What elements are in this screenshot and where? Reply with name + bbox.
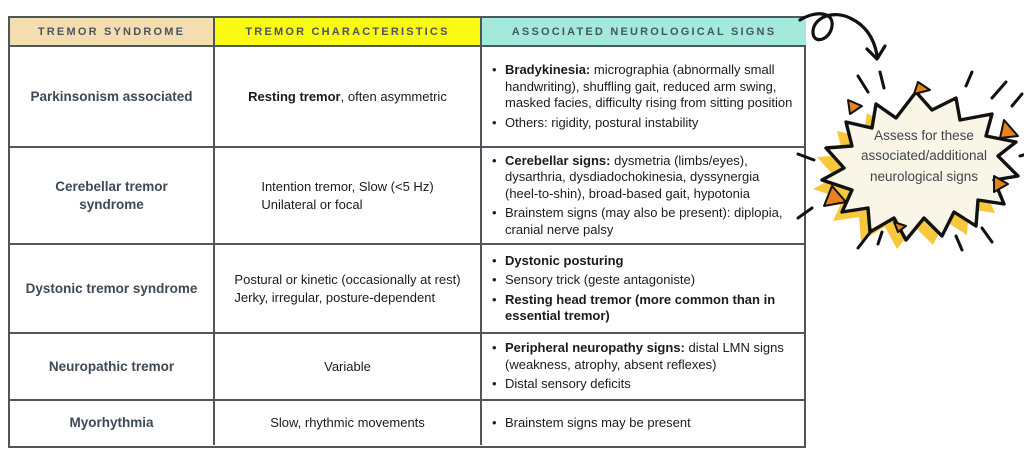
bullet-item xyxy=(492,205,796,238)
characteristics-cell xyxy=(215,148,482,243)
text-run: Brainstem signs (may also be present): diplopia, cranial nerve palsy xyxy=(505,205,783,237)
curly-arrow-icon xyxy=(794,10,900,76)
table-row xyxy=(10,245,804,334)
bullet-item xyxy=(492,292,796,325)
bullet-item xyxy=(492,340,796,373)
text-run: Others: rigidity, postural instability xyxy=(505,114,699,130)
text-run: Brainstem signs may be present xyxy=(505,414,691,430)
table-row xyxy=(10,148,804,245)
bullet-text xyxy=(505,415,796,432)
table-row xyxy=(10,401,804,445)
characteristics-text xyxy=(234,271,460,306)
text-run: Distal sensory deficits xyxy=(505,376,631,392)
bullet-icon: • xyxy=(492,272,497,287)
text-run: Unilateral or focal xyxy=(261,196,363,212)
bold-text-run: Bradykinesia: xyxy=(505,62,591,77)
bullet-item xyxy=(492,253,796,270)
characteristics-text xyxy=(270,414,425,432)
bold-text-run: Dystonic posturing xyxy=(505,252,624,268)
table-header-row xyxy=(10,18,804,47)
signs-cell xyxy=(482,47,806,146)
characteristics-cell xyxy=(215,47,482,146)
characteristics-text xyxy=(324,358,371,376)
text-run: dysmetria (limbs/eyes), dysarthria, dysdiadochokinesia, dyssynergia (heel-to-shin), broad-based gait, hypotonia xyxy=(505,152,760,201)
text-line xyxy=(234,289,460,307)
bullet-item xyxy=(492,62,796,112)
bullet-text xyxy=(505,292,796,325)
bullet-icon: • xyxy=(492,414,497,430)
syndrome-cell: Parkinsonism associated xyxy=(10,47,215,146)
column-header-associated-neurological-signs: ASSOCIATED NEUROLOGICAL SIGNS xyxy=(482,18,806,45)
signs-cell xyxy=(482,401,806,445)
bullet-item xyxy=(492,272,796,289)
bullet-text xyxy=(505,62,796,112)
bullet-text xyxy=(505,253,796,270)
signs-cell xyxy=(482,148,806,243)
bullet-icon: • xyxy=(492,340,497,356)
syndrome-cell: Myorhythmia xyxy=(10,401,215,445)
bullet-text xyxy=(505,340,796,373)
text-run: Postural or kinetic (occasionally at rest) xyxy=(234,271,461,287)
bullet-icon: • xyxy=(492,376,497,392)
text-run: micrographia (abnormally small handwriting), shuffling gait, reduced arm swing, masked facies, difficulty rising from sitting position xyxy=(505,62,793,110)
bullet-icon: • xyxy=(492,152,497,168)
bold-text-run: Cerebellar signs: xyxy=(505,152,611,168)
text-run: , often asymmetric xyxy=(340,88,447,104)
text-run: Sensory trick (geste antagoniste) xyxy=(505,272,696,287)
bold-text-run: Resting tremor xyxy=(248,88,341,104)
bullet-icon: • xyxy=(492,114,497,130)
text-run: Variable xyxy=(324,358,371,374)
text-line xyxy=(324,358,371,376)
text-line xyxy=(270,414,425,432)
bullet-icon: • xyxy=(492,291,497,307)
characteristics-cell xyxy=(215,401,482,445)
column-header-tremor-syndrome: TREMOR SYNDROME xyxy=(10,18,215,45)
text-line xyxy=(248,88,447,106)
text-run: distal LMN signs (weakness, atrophy, absent reflexes) xyxy=(505,340,784,372)
table-row xyxy=(10,334,804,401)
text-line xyxy=(261,178,433,196)
syndrome-cell: Cerebellar tremor syndrome xyxy=(10,148,215,243)
bullet-text xyxy=(505,153,796,203)
bullet-item xyxy=(492,376,796,393)
signs-cell xyxy=(482,334,806,399)
bullet-icon: • xyxy=(492,62,497,77)
text-line xyxy=(234,271,460,289)
bullet-text xyxy=(505,205,796,238)
bullet-item xyxy=(492,415,796,432)
text-run: Jerky, irregular, posture-dependent xyxy=(234,289,436,305)
table-row xyxy=(10,47,804,148)
callout-text: Assess for these associated/additional neurological signs xyxy=(860,128,988,184)
bullet-item xyxy=(492,153,796,203)
bullet-icon: • xyxy=(492,252,497,268)
text-run: Slow, rhythmic movements xyxy=(270,415,425,431)
column-header-tremor-characteristics: TREMOR CHARACTERISTICS xyxy=(215,18,482,45)
bullet-text xyxy=(505,115,796,132)
syndrome-cell: Neuropathic tremor xyxy=(10,334,215,399)
characteristics-text xyxy=(261,178,433,213)
bullet-icon: • xyxy=(492,205,497,221)
text-line xyxy=(261,196,433,214)
characteristics-cell xyxy=(215,245,482,332)
bullet-text xyxy=(505,272,796,289)
syndrome-cell: Dystonic tremor syndrome xyxy=(10,245,215,332)
bullet-text xyxy=(505,376,796,393)
text-run: Intention tremor, Slow (<5 Hz) xyxy=(261,178,434,194)
bold-text-run: Resting head tremor (more common than in essential tremor) xyxy=(505,291,776,323)
characteristics-cell xyxy=(215,334,482,399)
bold-text-run: Peripheral neuropathy signs: xyxy=(505,340,685,356)
bullet-item xyxy=(492,115,796,132)
signs-cell xyxy=(482,245,806,332)
table-body xyxy=(10,47,804,445)
characteristics-text xyxy=(248,88,447,106)
tremor-syndrome-table xyxy=(8,16,806,448)
